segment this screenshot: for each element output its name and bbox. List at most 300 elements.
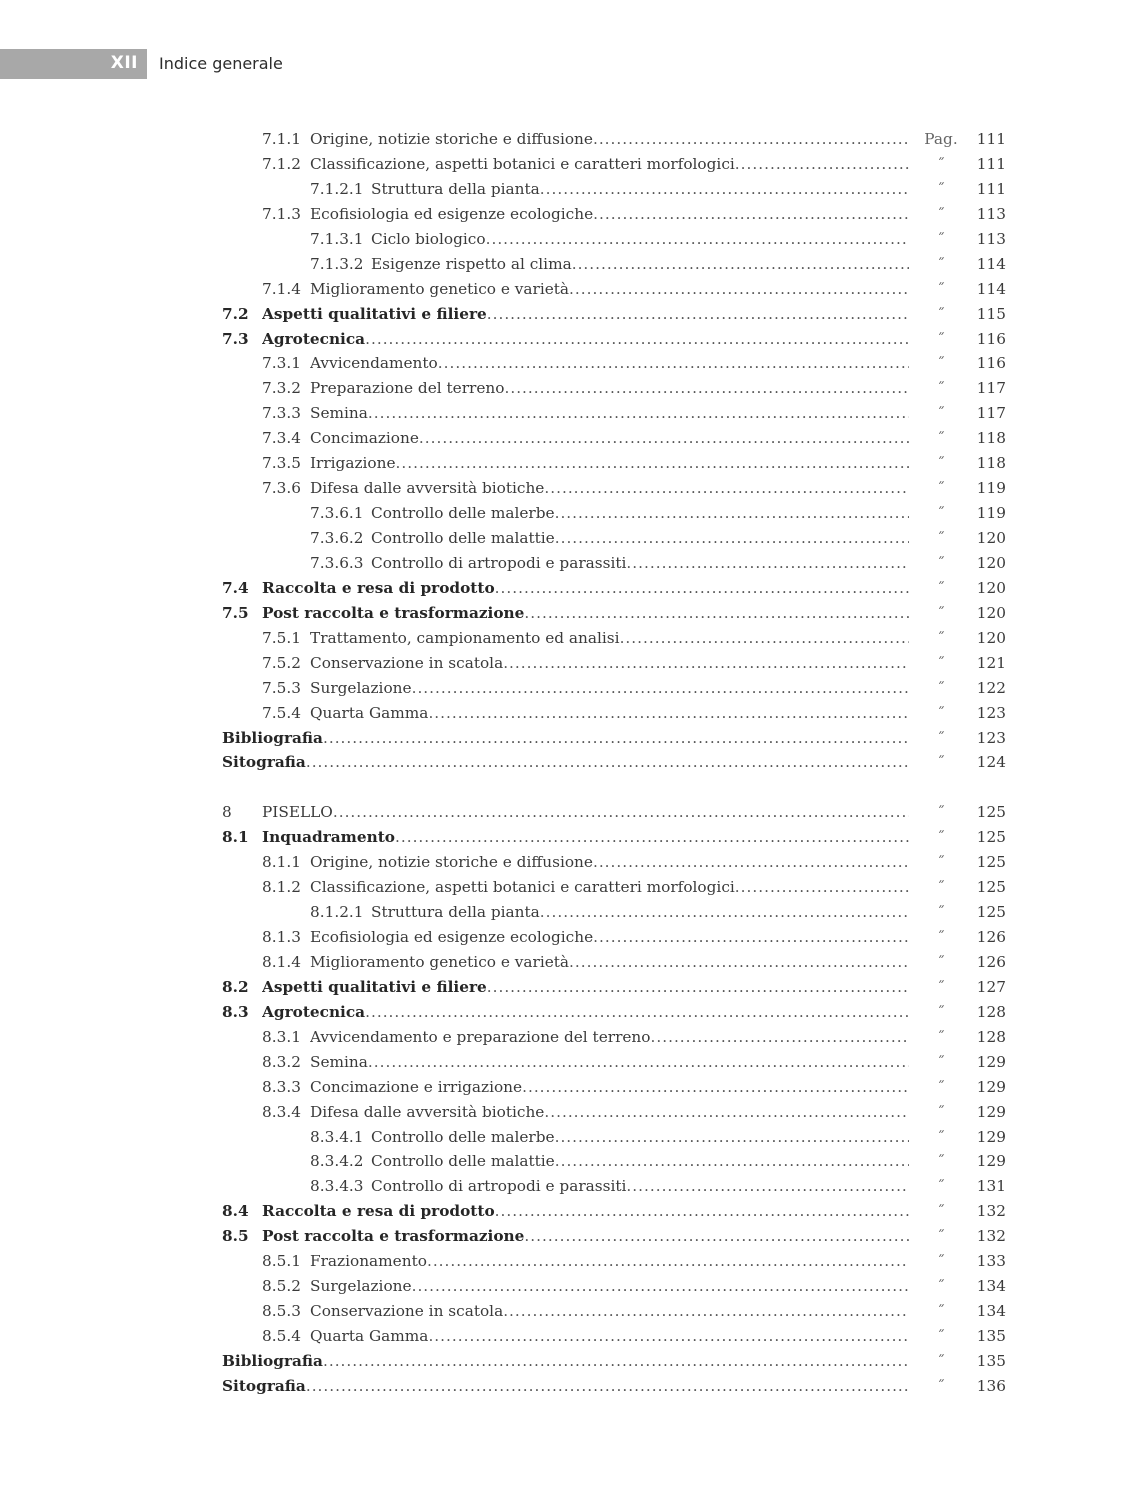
- toc-entry-title-line: [371, 1149, 909, 1174]
- toc-entry-title: Raccolta e resa di prodotto: [262, 1202, 495, 1221]
- toc-entry-title: Controllo delle malattie: [371, 1152, 555, 1171]
- toc-entry-page: 121: [976, 653, 1006, 672]
- toc-entry-page: 119: [976, 504, 1006, 523]
- toc-entry-title: Quarta Gamma: [310, 703, 429, 722]
- page-prefix: ˝: [937, 404, 945, 423]
- dot-leader: [569, 277, 909, 302]
- toc-entry-title-line: [310, 1274, 909, 1299]
- toc-entry-page: 129: [976, 1127, 1006, 1146]
- page-prefix: ˝: [937, 204, 945, 223]
- toc-entry-title-line: [371, 526, 909, 551]
- toc-entry-title-line: [310, 1075, 909, 1100]
- toc-entry[interactable]: [222, 1050, 1012, 1075]
- page-header: [0, 49, 300, 79]
- toc-entry[interactable]: [222, 676, 1012, 701]
- dot-leader: [368, 401, 909, 426]
- toc-entry-number: 7.5.4: [262, 703, 301, 722]
- page-prefix: ˝: [937, 1227, 945, 1246]
- toc-entry-title-line: [310, 1299, 909, 1324]
- toc-entry-title-line: [310, 1100, 909, 1125]
- toc-entry[interactable]: [222, 1000, 1012, 1025]
- dot-leader: [626, 1174, 909, 1199]
- dot-leader: [368, 1050, 909, 1075]
- toc-entry-title-line: [310, 401, 909, 426]
- toc-entry[interactable]: [222, 925, 1012, 950]
- toc-entry-title: Ecofisiologia ed esigenze ecologiche: [310, 204, 594, 223]
- toc-entry-number: 8.3.4.3: [310, 1177, 364, 1196]
- page-prefix: ˝: [937, 803, 945, 822]
- dot-leader: [735, 152, 909, 177]
- toc-entry[interactable]: [222, 202, 1012, 227]
- toc-entry-number: 7.3.5: [262, 454, 301, 473]
- toc-entry-title: Ecofisiologia ed esigenze ecologiche: [310, 928, 594, 946]
- toc-entry-title-line: [262, 327, 909, 352]
- toc-entry-title: Conservazione in scatola: [310, 653, 504, 672]
- toc-entry[interactable]: [222, 401, 1012, 426]
- page-prefix: ˝: [937, 903, 945, 922]
- toc-entry-title-line: [262, 975, 909, 1000]
- page-prefix: ˝: [937, 1202, 945, 1221]
- toc-entry-number: 8.1: [222, 828, 249, 847]
- page-prefix: ˝: [937, 304, 945, 323]
- dot-leader: [555, 1149, 909, 1174]
- toc-entry-title: Trattamento, campionamento ed analisi: [310, 628, 620, 647]
- page-prefix: ˝: [937, 1327, 945, 1345]
- toc-entry-number: 8: [222, 803, 232, 822]
- toc-entry-title-line: [310, 351, 909, 376]
- toc-entry-number: 7.5.2: [262, 653, 301, 672]
- toc-entry[interactable]: [222, 1125, 1012, 1150]
- dot-leader: [438, 351, 909, 376]
- toc-entry[interactable]: [222, 701, 1012, 726]
- toc-entry-number: 8.3.2: [262, 1052, 301, 1071]
- toc-entry-title-line: [371, 1174, 909, 1199]
- page-prefix: ˝: [937, 753, 945, 772]
- toc-entry-title: Semina: [310, 1052, 368, 1071]
- toc-entry-page: 133: [976, 1252, 1006, 1271]
- dot-leader: [503, 1299, 909, 1324]
- toc-entry[interactable]: [222, 451, 1012, 476]
- toc-entry-title-line: [310, 127, 909, 152]
- toc-entry-number: 8.1.3: [262, 928, 301, 946]
- page-prefix: ˝: [937, 254, 945, 273]
- toc-entry-page: 111: [976, 179, 1006, 198]
- dot-leader: [569, 950, 909, 975]
- dot-leader: [626, 551, 909, 576]
- dot-leader: [486, 227, 909, 252]
- toc-entry[interactable]: [222, 127, 1012, 152]
- toc-entry-number: 8.3.3: [262, 1077, 301, 1096]
- dot-leader: [495, 1199, 909, 1224]
- toc-entry-title: Agrotecnica: [262, 1002, 366, 1021]
- toc-entry-number: 7.3.6.2: [310, 529, 364, 547]
- toc-entry-title: Difesa dalle avversità biotiche: [310, 479, 545, 498]
- page-prefix: ˝: [937, 1351, 945, 1370]
- toc-entry-number: 8.3.1: [262, 1027, 301, 1046]
- toc-entry[interactable]: [222, 227, 1012, 252]
- toc-entry[interactable]: [222, 975, 1012, 1000]
- toc-entry-title: Controllo di artropodi e parassiti: [371, 1177, 627, 1196]
- toc-entry-title: Esigenze rispetto al clima: [371, 254, 572, 273]
- page-prefix: ˝: [937, 179, 945, 198]
- toc-entry[interactable]: [222, 726, 1012, 751]
- toc-entry-title-line: [310, 676, 909, 701]
- toc-entry-title-line: [222, 1349, 909, 1374]
- toc-entry[interactable]: [222, 875, 1012, 900]
- toc-entry-page: 124: [976, 753, 1006, 772]
- toc-entry-title-line: [310, 875, 909, 900]
- toc-entry-page: 122: [976, 678, 1006, 697]
- toc-entry-number: 7.1.1: [262, 130, 301, 148]
- toc-entry-title-line: [371, 177, 909, 202]
- toc-entry-page: 125: [976, 878, 1006, 897]
- toc-entry-page: 118: [976, 429, 1006, 448]
- toc-entry[interactable]: [222, 1100, 1012, 1125]
- toc-entry-page: 129: [976, 1052, 1006, 1071]
- page-prefix: ˝: [937, 1177, 945, 1196]
- dot-leader: [428, 1324, 909, 1349]
- toc-entry-number: 7.3.1: [262, 354, 301, 373]
- toc-entry-title: Controllo di artropodi e parassiti: [371, 553, 627, 572]
- toc-entry-title-line: [310, 1324, 909, 1349]
- dot-leader: [620, 626, 909, 651]
- toc-entry-page: 134: [976, 1277, 1006, 1296]
- toc-entry-number: 8.5: [222, 1227, 249, 1246]
- toc-entry[interactable]: [222, 651, 1012, 676]
- toc-entry-title-line: [310, 850, 909, 875]
- toc-entry-title: Aspetti qualitativi e filiere: [262, 304, 487, 323]
- toc-entry[interactable]: [222, 551, 1012, 576]
- dot-leader: [522, 1075, 909, 1100]
- toc-entry-title: Sitografia: [222, 753, 306, 772]
- toc-entry-title-line: [222, 726, 909, 751]
- toc-entry-number: 8.2: [222, 977, 249, 996]
- page-prefix: ˝: [937, 952, 945, 971]
- toc-entry-page: 134: [976, 1302, 1006, 1321]
- dot-leader: [524, 601, 909, 626]
- toc-entry-title: Aspetti qualitativi e filiere: [262, 977, 487, 996]
- toc-entry[interactable]: [222, 825, 1012, 850]
- toc-entry-number: 8.5.4: [262, 1327, 301, 1345]
- toc-entry[interactable]: [222, 252, 1012, 277]
- page-prefix: ˝: [937, 603, 945, 622]
- toc-entry-page: 129: [976, 1152, 1006, 1171]
- toc-entry[interactable]: [222, 277, 1012, 302]
- dot-leader: [412, 1274, 909, 1299]
- toc-entry-title-line: [310, 426, 909, 451]
- toc-entry-page: 111: [976, 130, 1006, 148]
- toc-entry[interactable]: [222, 501, 1012, 526]
- toc-entry-title: Concimazione: [310, 429, 419, 448]
- page-prefix: ˝: [937, 1102, 945, 1121]
- toc-entry-title: Concimazione e irrigazione: [310, 1077, 523, 1096]
- toc-entry-number: 7.5.1: [262, 628, 301, 647]
- toc-entry-page: 128: [976, 1027, 1006, 1046]
- toc-entry-title-line: [262, 576, 909, 601]
- toc-entry-title: Miglioramento genetico e varietà: [310, 279, 570, 298]
- toc-entry-page: 125: [976, 903, 1006, 922]
- toc-entry-page: 136: [976, 1376, 1006, 1395]
- toc-entry-page: 125: [976, 853, 1006, 872]
- toc-entry[interactable]: [222, 327, 1012, 352]
- toc-entry-page: 120: [976, 578, 1006, 597]
- toc-entry[interactable]: [222, 351, 1012, 376]
- toc-entry-number: 7.3.6.1: [310, 504, 364, 523]
- dot-leader: [495, 576, 909, 601]
- toc-entry-title-line: [310, 202, 909, 227]
- toc-entry[interactable]: [222, 1199, 1012, 1224]
- toc-entry-title: Conservazione in scatola: [310, 1302, 504, 1321]
- toc-entry[interactable]: [222, 750, 1012, 775]
- toc-entry-title-line: [262, 1199, 909, 1224]
- toc-entry-title: Struttura della pianta: [371, 179, 540, 198]
- toc-entry[interactable]: [222, 1374, 1012, 1399]
- toc-entry-number: 7.1.2: [262, 154, 301, 173]
- toc-entry-title-line: [371, 1125, 909, 1150]
- toc-entry-title-line: [310, 701, 909, 726]
- page-prefix: ˝: [937, 1152, 945, 1171]
- toc-entry[interactable]: [222, 177, 1012, 202]
- dot-leader: [419, 426, 909, 451]
- dot-leader: [487, 975, 909, 1000]
- toc-entry[interactable]: [222, 1324, 1012, 1349]
- toc-entry[interactable]: [222, 1174, 1012, 1199]
- page-prefix: ˝: [937, 878, 945, 897]
- page-prefix: ˝: [937, 154, 945, 173]
- toc-entry[interactable]: [222, 376, 1012, 401]
- dot-leader: [593, 127, 909, 152]
- toc-entry-number: 7.3.6.3: [310, 553, 364, 572]
- dot-leader: [504, 376, 909, 401]
- page-prefix: ˝: [937, 329, 945, 348]
- toc-entry-title: Frazionamento: [310, 1252, 427, 1271]
- page-prefix: ˝: [937, 454, 945, 473]
- toc-entry-title-line: [310, 651, 909, 676]
- toc-entry-title-line: [222, 1374, 909, 1399]
- toc-entry[interactable]: [222, 476, 1012, 501]
- toc-entry-number: 8.1.1: [262, 853, 301, 872]
- toc-entry-title: Quarta Gamma: [310, 1327, 429, 1345]
- toc-entry-title: Ciclo biologico: [371, 229, 486, 248]
- toc-entry[interactable]: [222, 601, 1012, 626]
- page-prefix: ˝: [937, 354, 945, 373]
- page-prefix: ˝: [937, 529, 945, 547]
- toc-entry[interactable]: [222, 1299, 1012, 1324]
- toc-entry-page: 113: [976, 204, 1006, 223]
- page-prefix: ˝: [937, 853, 945, 872]
- running-title: Indice generale: [159, 54, 283, 73]
- toc-entry-number: 7.5: [222, 603, 249, 622]
- toc-entry-title: Surgelazione: [310, 678, 412, 697]
- toc-entry-page: 127: [976, 977, 1006, 996]
- toc-entry[interactable]: [222, 626, 1012, 651]
- page-prefix: ˝: [937, 1127, 945, 1146]
- dot-leader: [555, 1125, 909, 1150]
- toc-entry-title: Difesa dalle avversità biotiche: [310, 1102, 545, 1121]
- toc-entry-title-line: [310, 476, 909, 501]
- dot-leader: [651, 1025, 910, 1050]
- dot-leader: [306, 750, 909, 775]
- toc-entry-number: 7.2: [222, 304, 249, 323]
- toc-entry-page: 123: [976, 728, 1006, 747]
- toc-entry-title-line: [371, 252, 909, 277]
- toc-entry-page: 120: [976, 603, 1006, 622]
- toc-entry-page: 118: [976, 454, 1006, 473]
- dot-leader: [593, 850, 909, 875]
- toc-entry-title: PISELLO: [262, 803, 333, 822]
- toc-entry-title-line: [262, 601, 909, 626]
- page-prefix: ˝: [937, 429, 945, 448]
- toc-entry-number: 7.4: [222, 578, 249, 597]
- dot-leader: [395, 825, 909, 850]
- toc-entry-page: 131: [976, 1177, 1006, 1196]
- page-prefix: ˝: [937, 1277, 945, 1296]
- toc-entry-page: 114: [976, 254, 1006, 273]
- toc-entry-title: Raccolta e resa di prodotto: [262, 578, 495, 597]
- toc-entry-page: 132: [976, 1227, 1006, 1246]
- dot-leader: [735, 875, 909, 900]
- toc-entry-title: Semina: [310, 404, 368, 423]
- toc-entry-title-line: [262, 1000, 909, 1025]
- toc-entry-number: 8.1.4: [262, 952, 301, 971]
- toc-entry-number: 7.1.3.2: [310, 254, 364, 273]
- toc-entry-title: Miglioramento genetico e varietà: [310, 952, 570, 971]
- toc-entry-title-line: [262, 800, 909, 825]
- dot-leader: [306, 1374, 909, 1399]
- toc-entry[interactable]: [222, 576, 1012, 601]
- toc-entry-title: Classificazione, aspetti botanici e caratteri morfologici: [310, 154, 735, 173]
- dot-leader: [524, 1224, 909, 1249]
- toc-entry[interactable]: [222, 1249, 1012, 1274]
- dot-leader: [323, 1349, 909, 1374]
- toc-entry-number: 8.5.1: [262, 1252, 301, 1271]
- toc-entry-title: Origine, notizie storiche e diffusione: [310, 130, 593, 148]
- page-prefix: ˝: [937, 728, 945, 747]
- toc-entry-title-line: [310, 626, 909, 651]
- toc-entry-number: 7.3.3: [262, 404, 301, 423]
- toc-entry-number: 7.3.2: [262, 379, 301, 398]
- toc-entry-title-line: [262, 825, 909, 850]
- toc-entry-title-line: [371, 900, 909, 925]
- page-prefix: ˝: [937, 1002, 945, 1021]
- toc-entry[interactable]: [222, 1075, 1012, 1100]
- toc-entry[interactable]: [222, 1274, 1012, 1299]
- toc-entry[interactable]: [222, 526, 1012, 551]
- toc-entry-page: 113: [976, 229, 1006, 248]
- toc-entry-number: 8.1.2.1: [310, 903, 364, 922]
- toc-entry-title: Preparazione del terreno: [310, 379, 505, 398]
- toc-entry[interactable]: [222, 950, 1012, 975]
- toc-entry-number: 8.4: [222, 1202, 249, 1221]
- toc-entry[interactable]: [222, 900, 1012, 925]
- toc-entry-number: 8.1.2: [262, 878, 301, 897]
- toc-entry-page: 116: [976, 354, 1006, 373]
- toc-entry[interactable]: [222, 1224, 1012, 1249]
- toc-entry[interactable]: [222, 1349, 1012, 1374]
- page-prefix: ˝: [937, 653, 945, 672]
- page-prefix: ˝: [937, 678, 945, 697]
- toc-entry-page: 116: [976, 329, 1006, 348]
- toc-entry[interactable]: [222, 302, 1012, 327]
- toc-entry-page: 117: [976, 379, 1006, 398]
- toc-entry-page: 125: [976, 828, 1006, 847]
- toc-entry-title-line: [371, 501, 909, 526]
- toc-entry-page: 135: [976, 1351, 1006, 1370]
- dot-leader: [428, 701, 909, 726]
- toc-entry-page: 129: [976, 1102, 1006, 1121]
- page-prefix: ˝: [937, 928, 945, 946]
- dot-leader: [503, 651, 909, 676]
- toc-entry-title-line: [371, 551, 909, 576]
- toc-entry-page: 132: [976, 1202, 1006, 1221]
- page-prefix: ˝: [937, 553, 945, 572]
- toc-entry-page: 128: [976, 1002, 1006, 1021]
- toc-entry-title-line: [262, 1224, 909, 1249]
- toc-entry-number: 7.3.6: [262, 479, 301, 498]
- toc-entry-number: 7.1.4: [262, 279, 301, 298]
- toc-entry-title: Agrotecnica: [262, 329, 366, 348]
- toc-entry[interactable]: [222, 426, 1012, 451]
- toc-entry-title: Avvicendamento: [310, 354, 438, 373]
- page-prefix: ˝: [937, 1052, 945, 1071]
- page-prefix: ˝: [937, 578, 945, 597]
- toc-entry[interactable]: [222, 800, 1012, 825]
- toc-entry-title: Sitografia: [222, 1376, 306, 1395]
- toc-entry-page: 117: [976, 404, 1006, 423]
- toc-entry-page: 125: [976, 803, 1006, 822]
- dot-leader: [593, 202, 909, 227]
- page-prefix: ˝: [937, 977, 945, 996]
- dot-leader: [365, 327, 909, 352]
- page-number: XII: [110, 53, 138, 73]
- toc-entry-title-line: [310, 152, 909, 177]
- toc-entry-page: 129: [976, 1077, 1006, 1096]
- page-prefix: ˝: [937, 479, 945, 498]
- toc-entry-page: 126: [976, 952, 1006, 971]
- toc-entry-number: 8.5.2: [262, 1277, 301, 1296]
- toc-entry-title: Controllo delle malattie: [371, 529, 555, 547]
- toc-entry-title-line: [310, 451, 909, 476]
- toc-entry[interactable]: [222, 1025, 1012, 1050]
- toc-spacer: [222, 775, 1012, 800]
- toc-entry[interactable]: [222, 152, 1012, 177]
- dot-leader: [427, 1249, 909, 1274]
- page-prefix: ˝: [937, 703, 945, 722]
- toc-entry[interactable]: [222, 1149, 1012, 1174]
- toc-entry-page: 115: [976, 304, 1006, 323]
- toc-entry-number: 7.1.3: [262, 204, 301, 223]
- dot-leader: [365, 1000, 909, 1025]
- toc-entry-number: 7.3.4: [262, 429, 301, 448]
- toc-entry-title: Bibliografia: [222, 1351, 323, 1370]
- toc-entry[interactable]: [222, 850, 1012, 875]
- toc-entry-title-line: [371, 227, 909, 252]
- toc-entry-title-line: [310, 1050, 909, 1075]
- dot-leader: [540, 900, 909, 925]
- dot-leader: [555, 526, 909, 551]
- page-prefix: ˝: [937, 379, 945, 398]
- page-prefix: ˝: [937, 229, 945, 248]
- dot-leader: [412, 676, 909, 701]
- dot-leader: [333, 800, 909, 825]
- dot-leader: [555, 501, 909, 526]
- toc-entry-number: 8.3.4.2: [310, 1152, 364, 1171]
- page-prefix: ˝: [937, 628, 945, 647]
- dot-leader: [544, 1100, 909, 1125]
- toc-entry-title: Controllo delle malerbe: [371, 1127, 555, 1146]
- page-prefix: ˝: [937, 1252, 945, 1271]
- dot-leader: [544, 476, 909, 501]
